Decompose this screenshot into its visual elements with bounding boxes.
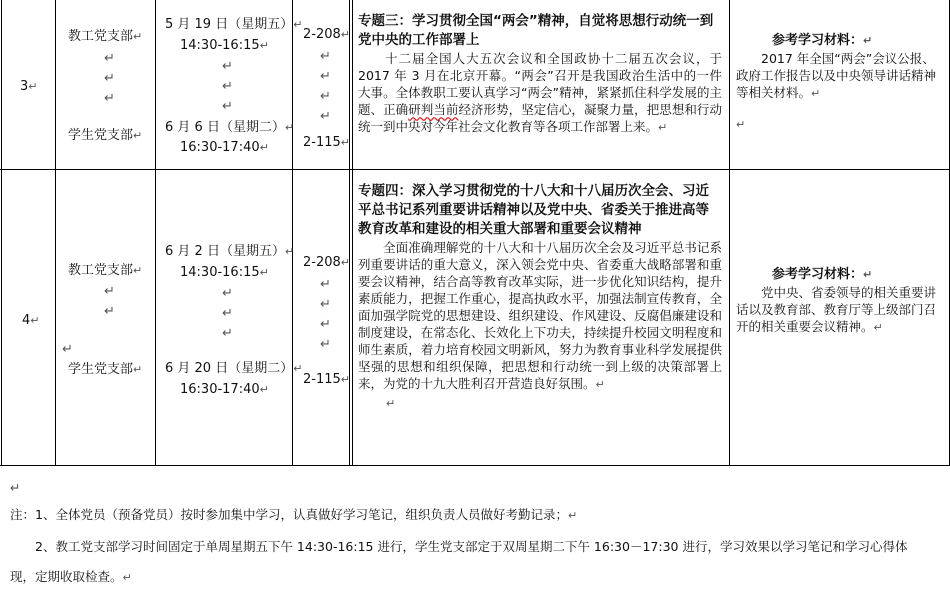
dept-teacher-branch: 教工党支部↵	[68, 29, 143, 44]
paragraph-mark: ↵	[222, 79, 233, 94]
column-divider	[352, 0, 353, 466]
paragraph-mark: ↵	[320, 277, 331, 292]
reference-heading: 参考学习材料：↵	[772, 33, 873, 48]
dept-student-branch: 学生党支部↵	[68, 128, 143, 143]
table-border-left	[1, 0, 2, 466]
paragraph-mark: ↵	[222, 286, 233, 301]
meeting-time: 14:30-16:15↵	[180, 265, 269, 280]
note-line-2: 2、教工党支部学习时间固定于单周星期五下午 14:30-16:15 进行，学生党支部定于双周星期二下午 16:30－17:30 进行，学习效果以学习笔记和学习心得体	[10, 539, 908, 554]
paragraph-mark: ↵	[320, 109, 331, 124]
spellcheck-squiggle: 研判当前	[408, 102, 459, 117]
paragraph-mark: ↵	[104, 71, 115, 86]
topic-title: 专题三：学习贯彻全国“两会”精神，自觉将思想行动统一到党中央的工作部署上	[358, 13, 714, 48]
reference-heading: 参考学习材料：↵	[772, 267, 873, 282]
reference-materials	[736, 32, 944, 134]
meeting-time: 16:30-17:40↵	[180, 382, 269, 397]
paragraph-mark: ↵	[320, 49, 331, 64]
paragraph-mark: ↵	[104, 284, 115, 299]
reference-body: 2017 年全国“两会”会议公报、政府工作报告以及中央领导讲话精神等相关材料。↵	[736, 51, 937, 100]
paragraph-mark: ↵	[62, 342, 73, 357]
topic-title: 专题四：深入学习贯彻党的十八大和十八届历次全会、习近平总书记系列重要讲话精神以及党中央、省委关于推进高等教育改革和建设的相关重大部署和重要会议精神	[358, 183, 709, 237]
study-content	[358, 12, 722, 136]
room-number: 2-208↵	[303, 255, 350, 270]
paragraph-mark: ↵	[104, 304, 115, 319]
dept-teacher-branch: 教工党支部↵	[68, 263, 143, 278]
column-divider	[349, 0, 350, 466]
topic-body: 十二届全国人大五次会议和全国政协十二届五次会议，于 2017 年 3 月在北京开幕。“两会”召开是我国政治生活中的一件大事。全体教职工要认真学习“两会”精神，紧紧抓住科学发展的主题、正确研判当前经济形势，坚定信心，凝聚力量，把思想和行动统一到中央对今年社会文化教育等各项工作部署上来。↵	[358, 51, 722, 134]
paragraph-mark: ↵	[320, 337, 331, 352]
table-border-bottom	[0, 465, 950, 466]
room-number: 2-208↵	[303, 27, 350, 42]
note-line-3: 现，定期收取检查。↵	[10, 569, 132, 584]
meeting-date: 6 月 2 日（星期五）↵	[165, 244, 295, 259]
paragraph-mark: ↵	[222, 306, 233, 321]
row-divider	[0, 169, 950, 170]
paragraph-mark: ↵	[386, 397, 396, 410]
column-divider	[155, 0, 156, 466]
paragraph-mark: ↵	[320, 69, 331, 84]
room-number: 2-115↵	[303, 135, 350, 150]
paragraph-mark: ↵	[222, 59, 233, 74]
topic-body: 全面准确理解党的十八大和十八届历次全会及习近平总书记系列重要讲话的重大意义，深入领会党中央、省委重大战略部署和重要会议精神，结合高等教育改革实际，进一步优化知识结构，提升素质能力，把握工作重心，提高执政水平，加强法制宣传教育，全面加强学院党的思想建设、组织建设、作风建设、反腐倡廉建设和制度建设，在常态化、长效化上下功夫，持续提升校园文明程度和师生素质，着力培育校园文明新风，努力为教育事业科学发展提供坚强的思想和组织保障，把思想和行动统一到上级的决策部署上来，为党的十九大胜利召开营造良好氛围。↵	[358, 240, 722, 391]
meeting-time: 16:30-17:40↵	[180, 140, 269, 155]
reference-body: 党中央、省委领导的相关重要讲话以及教育部、教育厅等上级部门召开的相关重要会议精神。↵	[736, 285, 937, 334]
row-number: 3↵	[20, 79, 38, 94]
dept-student-branch: 学生党支部↵	[68, 362, 143, 377]
paragraph-mark: ↵	[10, 480, 21, 495]
column-divider	[55, 0, 56, 466]
note-line-1: 注：1、全体党员（预备党员）按时参加集中学习，认真做好学习笔记，组织负责人员做好考勤记录；↵	[10, 507, 578, 522]
reference-materials	[736, 266, 944, 336]
paragraph-mark: ↵	[222, 326, 233, 341]
row-number: 4↵	[22, 313, 40, 328]
meeting-date: 6 月 6 日（星期二）↵	[165, 120, 295, 135]
column-divider	[292, 0, 293, 466]
paragraph-mark: ↵	[320, 297, 331, 312]
paragraph-mark: ↵	[222, 99, 233, 114]
paragraph-mark: ↵	[320, 89, 331, 104]
column-divider	[729, 0, 730, 466]
paragraph-mark: ↵	[736, 118, 746, 131]
paragraph-mark: ↵	[104, 51, 115, 66]
room-number: 2-115↵	[303, 372, 350, 387]
meeting-date: 6 月 20 日（星期二）↵	[165, 361, 303, 376]
meeting-date: 5 月 19 日（星期五）↵	[165, 17, 303, 32]
meeting-time: 14:30-16:15↵	[180, 38, 269, 53]
paragraph-mark: ↵	[320, 317, 331, 332]
paragraph-mark: ↵	[104, 91, 115, 106]
study-content	[358, 182, 722, 413]
